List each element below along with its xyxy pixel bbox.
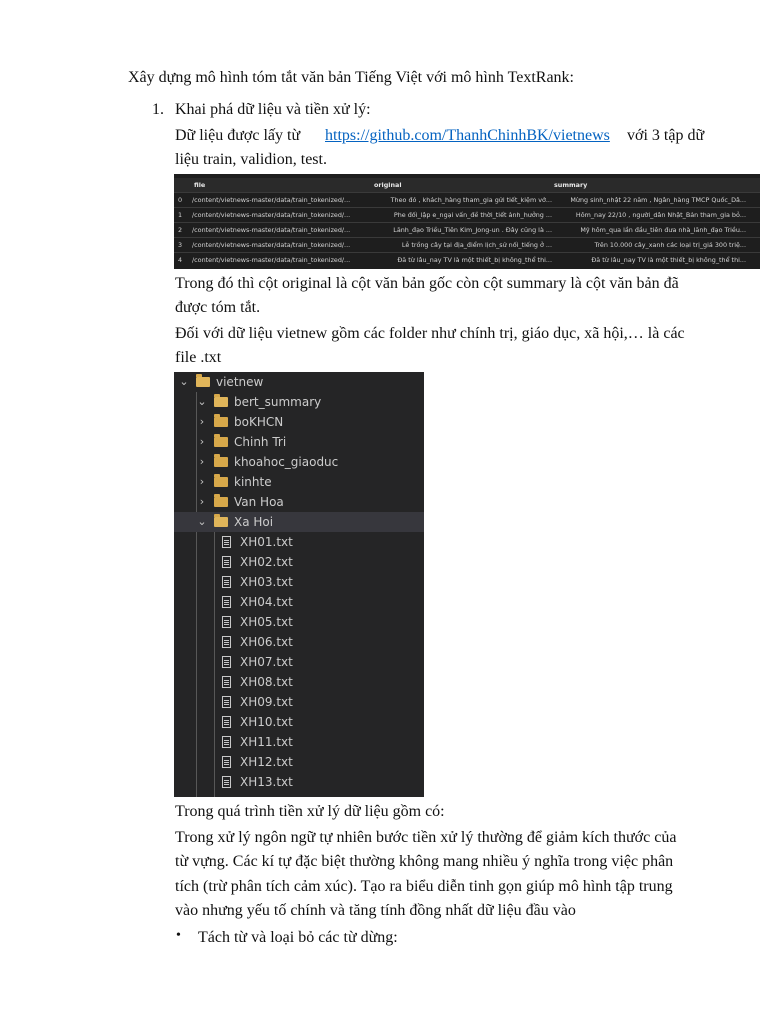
- tree-root-vietnew[interactable]: ⌄ vietnew: [174, 372, 424, 392]
- paragraph-preprocess-intro: Trong quá trình tiền xử lý dữ liệu gồm có:: [175, 803, 445, 820]
- text-file-icon: [222, 736, 231, 748]
- column-header-file: file: [194, 181, 206, 189]
- paragraph-preprocess-line4: vào nhưng yếu tố chính và tăng tính đồng nhất dữ liệu đầu vào: [175, 902, 576, 919]
- tree-folder[interactable]: › boKHCN: [174, 412, 424, 432]
- folder-icon: [214, 497, 228, 507]
- tree-folder[interactable]: › Van Hoa: [174, 492, 424, 512]
- folder-icon: [214, 437, 228, 447]
- tree-folder[interactable]: › khoahoc_giaoduc: [174, 452, 424, 472]
- paragraph-preprocess-line1: Trong xử lý ngôn ngữ tự nhiên bước tiền xử lý thường để giảm kích thước của: [175, 829, 677, 846]
- tree-folder-xa-hoi[interactable]: ⌄ Xa Hoi: [174, 512, 424, 532]
- tree-file[interactable]: XH12.txt: [174, 752, 424, 772]
- paragraph-source-line2: liệu train, validion, test.: [175, 151, 327, 168]
- bullet-item-tokenize: Tách từ và loại bỏ các từ dừng:: [198, 929, 398, 946]
- paragraph-preprocess-line2: từ vựng. Các kí tự đặc biệt thường không mang nhiều ý nghĩa trong việc phân: [175, 853, 674, 870]
- section-number: 1.: [152, 101, 164, 118]
- folder-open-icon: [196, 377, 210, 387]
- tree-file[interactable]: XH03.txt: [174, 572, 424, 592]
- tree-file[interactable]: XH07.txt: [174, 652, 424, 672]
- paragraph-columns-line2: được tóm tắt.: [175, 299, 261, 316]
- folder-open-icon: [214, 517, 228, 527]
- tree-file[interactable]: XH11.txt: [174, 732, 424, 752]
- github-link[interactable]: https://github.com/ThanhChinhBK/vietnews: [325, 127, 610, 144]
- text-file-icon: [222, 716, 231, 728]
- paragraph-source-line: [175, 126, 712, 146]
- folder-icon: [214, 477, 228, 487]
- tree-file[interactable]: XH13.txt: [174, 772, 424, 792]
- column-header-original: original: [374, 181, 402, 189]
- dataframe-preview: [174, 174, 760, 269]
- tree-folder-bert-summary[interactable]: ⌄ bert_summary: [174, 392, 424, 412]
- text-file-icon: [222, 756, 231, 768]
- table-row: 0 /content/vietnews-master/data/train_tokenized/... Theo đó , khách_hàng tham_gia gửi tiết_kiệm vớ... Mừng sinh_nhật 22 năm , Ngân_hàng TMCP Quốc_Dâ...: [178, 196, 746, 204]
- tree-folder[interactable]: › kinhte: [174, 472, 424, 492]
- tree-file[interactable]: XH04.txt: [174, 592, 424, 612]
- text-file-icon: [222, 676, 231, 688]
- text-file-icon: [222, 636, 231, 648]
- text-file-icon: [222, 596, 231, 608]
- tree-folder[interactable]: › Chinh Tri: [174, 432, 424, 452]
- tree-file[interactable]: XH10.txt: [174, 712, 424, 732]
- text-file-icon: [222, 576, 231, 588]
- section-title: Khai phá dữ liệu và tiền xử lý:: [175, 101, 371, 118]
- tree-file[interactable]: XH02.txt: [174, 552, 424, 572]
- source-text: Dữ liệu được lấy từ: [175, 127, 301, 144]
- paragraph-preprocess-line3: tích (trừ phân tích cảm xúc). Tạo ra biểu diễn tinh gọn giúp mô hình tập trung: [175, 878, 673, 895]
- tree-file[interactable]: XH05.txt: [174, 612, 424, 632]
- file-explorer: [174, 372, 424, 797]
- paragraph-columns-line1: Trong đó thì cột original là cột văn bản gốc còn cột summary là cột văn bản đã: [175, 275, 679, 292]
- text-file-icon: [222, 556, 231, 568]
- paragraph-folders-line1: Đối với dữ liệu vietnew gồm các folder như chính trị, giáo dục, xã hội,… là các: [175, 325, 685, 342]
- text-file-icon: [222, 656, 231, 668]
- chevron-right-icon: ›: [199, 455, 205, 468]
- chevron-right-icon: ›: [199, 415, 205, 428]
- text-file-icon: [222, 616, 231, 628]
- column-header-summary: summary: [554, 181, 588, 189]
- chevron-down-icon: ⌄: [197, 515, 207, 528]
- text-file-icon: [222, 536, 231, 548]
- dataframe-header: [174, 178, 760, 192]
- chevron-right-icon: ›: [199, 495, 205, 508]
- table-row: 4 /content/vietnews-master/data/train_tokenized/... Đã từ lâu_nay TV là một thiết_bị không_thể thi... Đã từ lâu_nay TV là một thiết_bị không_thể thi...: [178, 256, 746, 264]
- tree-file[interactable]: XH08.txt: [174, 672, 424, 692]
- folder-icon: [214, 457, 228, 467]
- chevron-right-icon: ›: [199, 435, 205, 448]
- text-file-icon: [222, 696, 231, 708]
- chevron-down-icon: ⌄: [179, 375, 189, 388]
- table-row: 2 /content/vietnews-master/data/train_tokenized/... Lãnh_đạo Triều_Tiên Kim_Jong-un . Đây cũng là ... Mỹ hôm_qua lần đầu_tiên đưa nhà_lãnh_đạo Triều...: [178, 226, 746, 234]
- bullet-marker: •: [176, 928, 181, 943]
- source-text-after: với 3 tập dữ: [627, 127, 705, 144]
- document-title: Xây dựng mô hình tóm tắt văn bản Tiếng Việt với mô hình TextRank:: [128, 69, 574, 86]
- table-row: 3 /content/vietnews-master/data/train_tokenized/... Lễ trồng cây tại địa_điểm lịch_sử nối_tiếng ở ... Trên 10.000 cây_xanh các loại trị_giá 300 triệ...: [178, 241, 746, 249]
- table-row: 1 /content/vietnews-master/data/train_tokenized/... Phe đối_lập e_ngại vấn_đề thời_tiết ảnh_hưởng ... Hôm_nay 22/10 , người_dân Nhật_Bản tham_gia bỏ...: [178, 211, 746, 219]
- folder-open-icon: [214, 397, 228, 407]
- chevron-down-icon: ⌄: [197, 395, 207, 408]
- chevron-right-icon: ›: [199, 475, 205, 488]
- folder-icon: [214, 417, 228, 427]
- text-file-icon: [222, 776, 231, 788]
- tree-file[interactable]: XH06.txt: [174, 632, 424, 652]
- tree-file[interactable]: XH01.txt: [174, 532, 424, 552]
- tree-file[interactable]: XH09.txt: [174, 692, 424, 712]
- paragraph-folders-line2: file .txt: [175, 349, 222, 366]
